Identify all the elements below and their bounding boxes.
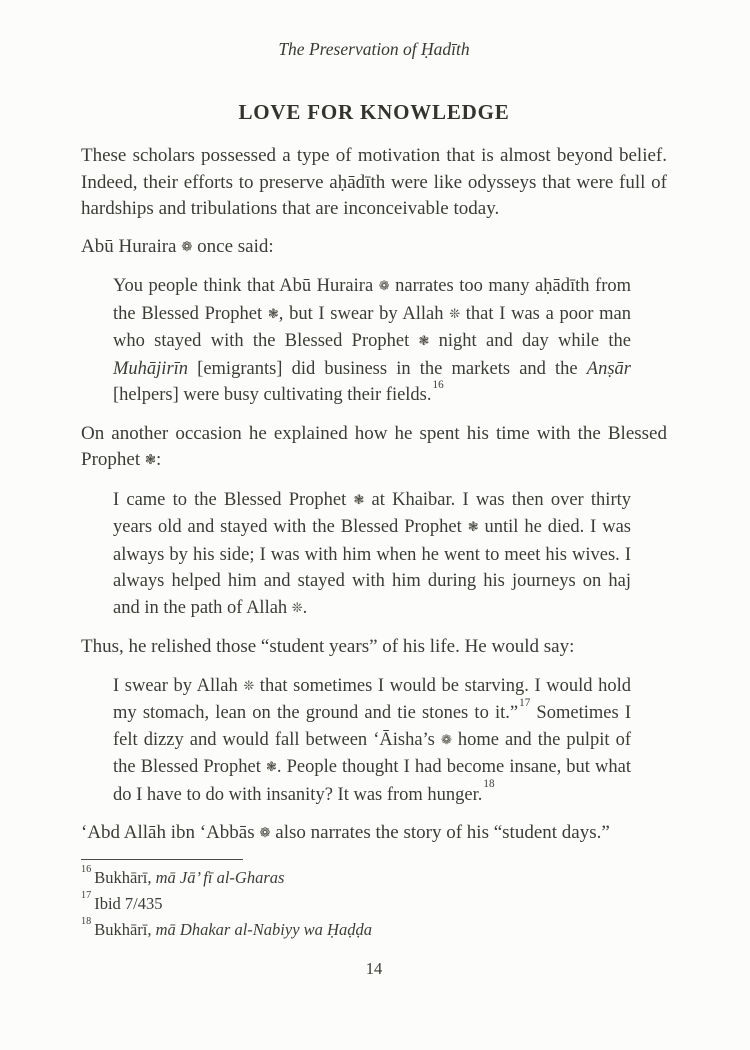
honorific-pbuh-symbol: ❃ [467, 519, 479, 534]
running-header: The Preservation of Ḥadīth [278, 39, 470, 59]
footnote-17 [81, 891, 667, 917]
text-run: Sometimes I felt dizzy and would fall between ‘Āisha’s [113, 703, 632, 750]
honorific-ra-symbol: ❁ [378, 278, 390, 293]
body-paragraph [81, 421, 667, 475]
honorific-pbuh-symbol: ❃ [267, 305, 279, 321]
block-quote [113, 487, 631, 623]
honorific-swt-symbol: ❊ [243, 677, 255, 693]
page-number: 14 [365, 958, 383, 978]
transliterated-term: mā Jā’ fī al-Gharas [155, 867, 285, 887]
honorific-pbuh-symbol: ❃ [266, 759, 277, 774]
text-run: once said: [192, 235, 274, 257]
footnote-number: 16 [81, 863, 92, 875]
text-run: until he died. I was always by his side; I was with him when he went to meet his wives. I always helped him and stayed with him during his journeys on haj and in the path of Allah [113, 517, 631, 618]
text-run: Bukhārī, [94, 919, 156, 939]
honorific-swt-symbol: ❊ [291, 599, 303, 615]
text-run: that I was a poor man who stayed with the Blessed Prophet [113, 303, 631, 351]
text-run: at Khaibar. I was then over thirty years old and stayed with the Blessed Prophet [113, 489, 631, 537]
honorific-ra-symbol: ❁ [440, 731, 452, 747]
honorific-pbuh-symbol: ❃ [144, 452, 157, 467]
footnote-ref-16: 16 [432, 378, 444, 391]
body-paragraph [81, 143, 667, 223]
text-run: I swear by Allah [113, 675, 244, 696]
section-title: LOVE FOR KNOWLEDGE [238, 100, 510, 124]
footnote-16 [81, 865, 667, 891]
transliterated-term: Muhājirīn [113, 358, 189, 379]
text-run: narrates too many aḥādīth from the Blessed Prophet [113, 276, 631, 324]
transliterated-term: Anṣār [586, 358, 631, 379]
text-run: Ibid 7/435 [94, 893, 163, 913]
text-run: that sometimes I would be starving. I would hold my stomach, lean on the ground and tie stones to it.” [113, 675, 631, 723]
text-run: home and the pulpit of the Blessed Prophet [113, 729, 631, 777]
body-paragraph [81, 634, 667, 661]
footnote-ref-18: 18 [483, 778, 495, 791]
footnote-18 [81, 917, 667, 943]
transliterated-term: mā Dhakar al-Nabiyy wa Ḥaḍḍa [155, 919, 372, 939]
block-quote [113, 673, 631, 809]
text-run: You people think that Abū Huraira [113, 276, 379, 296]
page-header [81, 38, 667, 60]
honorific-ra-symbol: ❁ [259, 825, 271, 840]
footnote-separator [81, 859, 243, 860]
text-run: These scholars possessed a type of motivation that is almost beyond belief. Indeed, their efforts to preserve aḥādīth were like odysseys that were full of hardships and tribulations that are inconceivable today. [81, 145, 667, 219]
text-run: : [156, 449, 162, 470]
footnote-number: 18 [81, 915, 92, 927]
text-run: Thus, he relished those “student years” of his life. He would say: [81, 636, 575, 657]
block-quote [113, 273, 631, 409]
body-paragraph [81, 820, 667, 848]
body-paragraph [81, 234, 667, 262]
footnote-number: 17 [81, 889, 92, 901]
text-run: Abū Huraira [81, 235, 182, 257]
text-run: night and day while the [429, 331, 632, 351]
text-run: I came to the Blessed Prophet [113, 489, 354, 510]
text-run: Bukhārī, [94, 867, 156, 887]
text-run: ‘Abd Allāh ibn ‘Abbās [81, 822, 260, 843]
text-run: . [302, 597, 308, 618]
honorific-swt-symbol: ❊ [449, 305, 461, 321]
text-run: On another occasion he explained how he spent his time with the Blessed Prophet [81, 422, 667, 470]
text-run: . People thought I had become insane, but what do I have to do with insanity? It was from hunger. [113, 757, 632, 805]
footnote-ref-17: 17 [519, 696, 531, 709]
honorific-ra-symbol: ❁ [181, 238, 193, 254]
text-run: [emigrants] did business in the markets and the [188, 358, 587, 379]
page-content [81, 143, 667, 848]
honorific-pbuh-symbol: ❃ [353, 491, 365, 507]
text-run: , but I swear by Allah [278, 303, 450, 324]
text-run: [helpers] were busy cultivating their fields. [113, 385, 432, 405]
honorific-pbuh-symbol: ❃ [418, 333, 430, 348]
footnotes [81, 865, 667, 943]
text-run: also narrates the story of his “student days.” [270, 822, 610, 843]
